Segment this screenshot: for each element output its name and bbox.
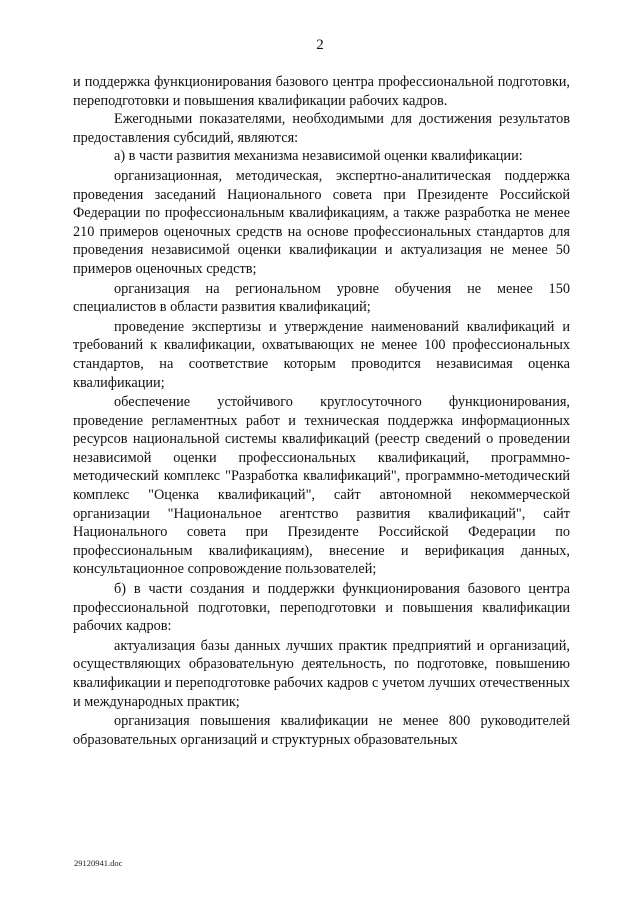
paragraph-3: а) в части развития механизма независимой оценки квалификации:: [114, 148, 523, 165]
paragraph-6: проведение экспертизы и утверждение наименований квалификаций и требований к квалификации, охватывающих не менее 100 профессиональных стандартов, на соответствие которым проводится независимая оценка квалификации;: [73, 318, 570, 391]
paragraph-7: обеспечение устойчивого круглосуточного функционирования, проведение регламентных работ и техническая поддержка информационных ресурсов национальной системы квалификаций (реестр сведений о проведении независимой оценки профессиональных квалификаций, программно-методический комплекс "Разработка квалификаций", программно-методический комплекс "Оценка квалификаций", сайт автономной некоммерческой организации "Национальное агентство развития квалификаций", сайт Национального совета при Президенте Российской Федерации по профессиональным квалификациям), внесение и верификация данных, консультационное сопровождение пользователей;: [73, 394, 570, 578]
document-body: [73, 73, 570, 749]
paragraph-10: организация повышения квалификации не менее 800 руководителей образовательных организаций и структурных образовательных: [73, 713, 570, 748]
paragraph-1: и поддержка функционирования базового центра профессиональной подготовки, переподготовки и повышения квалификации рабочих кадров.: [73, 74, 570, 109]
footer-file-code: 29120941.doc: [74, 858, 123, 868]
page-number: 2: [316, 37, 324, 53]
paragraph-5: организация на региональном уровне обучения не менее 150 специалистов в области развития квалификаций;: [73, 280, 570, 316]
paragraph-4: организационная, методическая, экспертно-аналитическая поддержка проведения заседаний Национального совета при Президенте Российской Федерации по профессиональным квалификациям, а также разработка не менее 210 примеров оценочных средств на основе профессиональных стандартов для проведения независимой оценки квалификации и актуализация не менее 50 примеров оценочных средств;: [73, 167, 570, 277]
paragraph-2: Ежегодными показателями, необходимыми для достижения результатов предоставления субсидий, являются:: [73, 111, 570, 146]
paragraph-9: актуализация базы данных лучших практик предприятий и организаций, осуществляющих образовательную деятельность, по подготовке, повышению квалификации и переподготовке рабочих кадров с учетом лучших отечественных и международных практик;: [73, 637, 570, 710]
paragraph-8: б) в части создания и поддержки функционирования базового центра профессиональной подготовки, переподготовки и повышения квалификации рабочих кадров:: [73, 581, 570, 635]
